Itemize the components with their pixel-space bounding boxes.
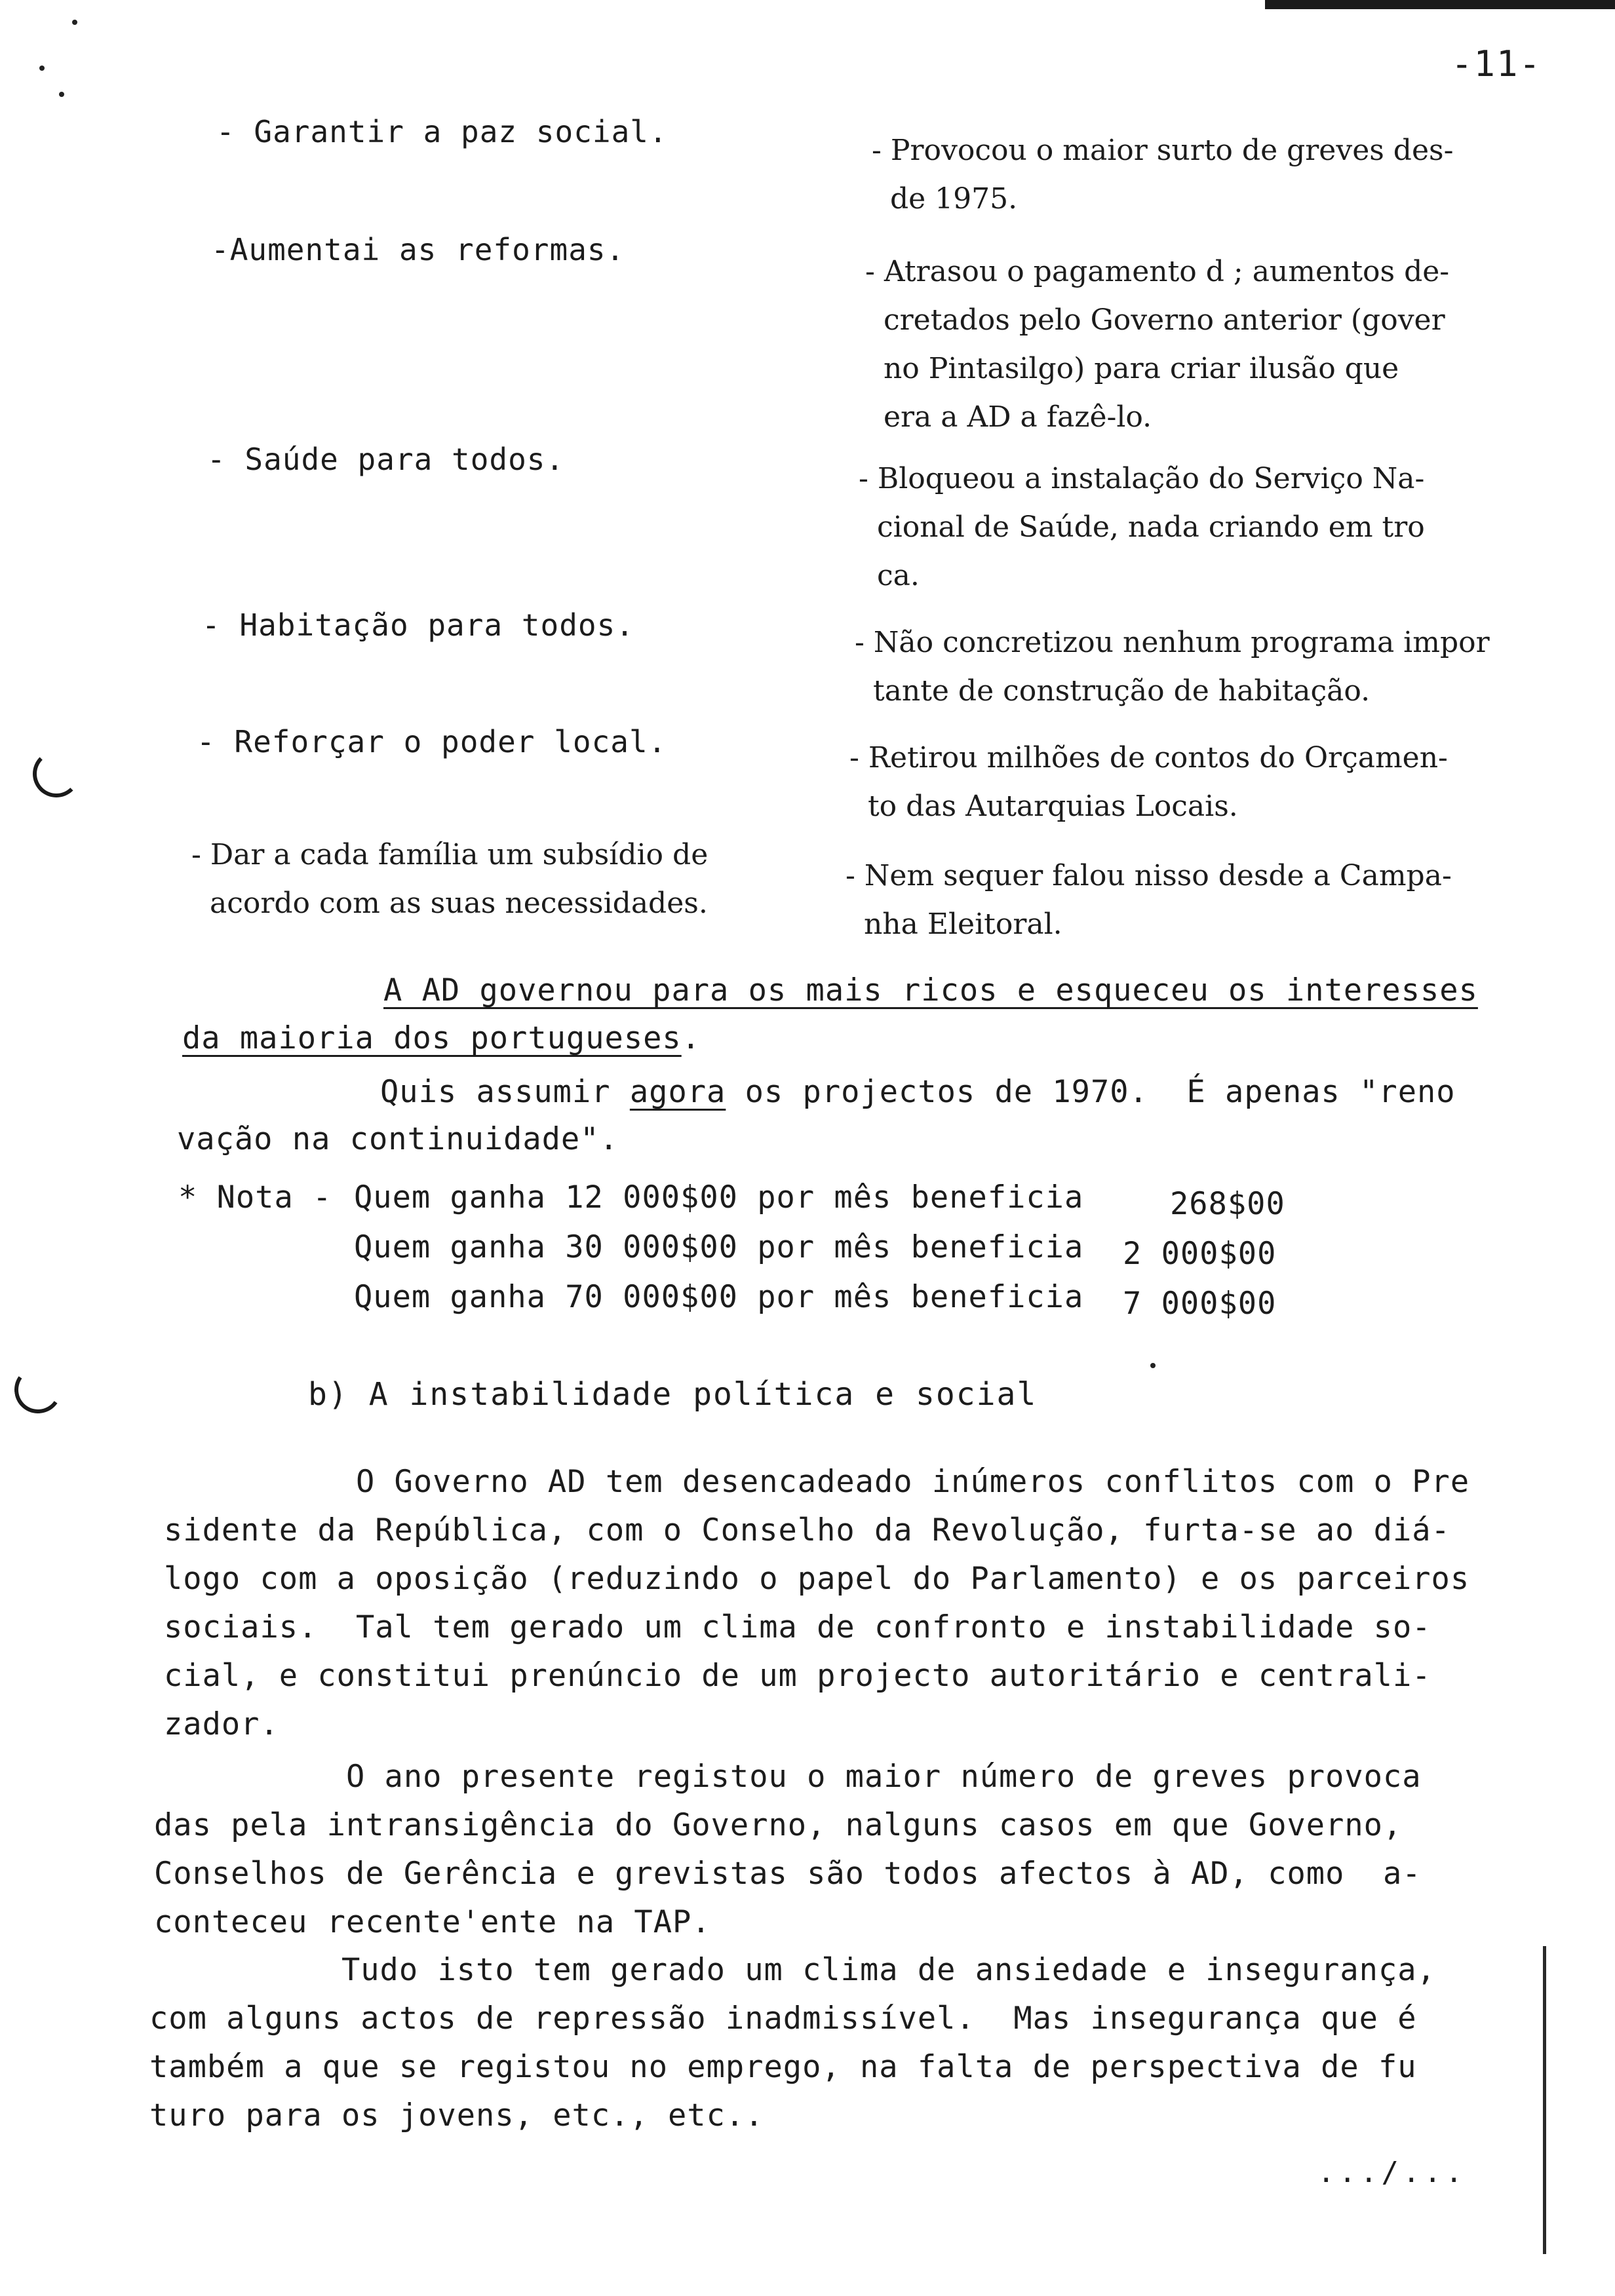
section-heading: b) A instabilidade política e social (308, 1376, 1038, 1413)
body-paragraph: O ano presente registou o maior número de greves provoca das pela intransigência do Governo, nalguns casos em que Governo, Conselhos de Gerência e grevistas são todos afectos à AD, como a- conteceu recente'ente na TAP. (154, 1759, 1422, 1940)
projects-line: vação na continuidade". (177, 1121, 619, 1157)
note-row: Quem ganha 70 000$00 por mês beneficia (354, 1279, 1084, 1315)
note-row: Quem ganha 30 000$00 por mês beneficia (354, 1229, 1084, 1265)
projects-line: Quis assumir agora os projectos de 1970. É apenas "reno (380, 1074, 1456, 1110)
outcome-item: - Atrasou o pagamento d ; aumentos de- cretados pelo Governo anterior (gover no Pintasilgo) para criar ilusão que era a AD a fazê-lo. (865, 255, 1450, 434)
promise-item: - Dar a cada família um subsídio de acordo com as suas necessidades. (191, 838, 709, 920)
promise-item: -Aumentai as reformas. (211, 232, 625, 267)
outcome-item: - Nem sequer falou nisso desde a Campa- nha Eleitoral. (846, 859, 1452, 941)
scan-edge-line (1543, 1946, 1546, 2254)
note-value: 7 000$00 (1123, 1286, 1277, 1322)
speck (1150, 1363, 1156, 1368)
outcome-item: - Provocou o maior surto de greves des- de 1975. (872, 134, 1454, 216)
note-value: 2 000$00 (1123, 1236, 1277, 1272)
page-number: -11- (1451, 43, 1542, 85)
promise-item: - Habitação para todos. (202, 607, 634, 643)
continuation-mark: .../... (1317, 2156, 1467, 2189)
outcome-item: - Bloqueou a instalação do Serviço Na- cional de Saúde, nada criando em tro ca. (859, 462, 1425, 592)
punch-hole-mark (10, 1362, 65, 1417)
note-value: 268$00 (1170, 1186, 1285, 1222)
promise-item: - Garantir a paz social. (216, 114, 668, 149)
speck (39, 66, 45, 71)
scan-edge-bar (1265, 0, 1615, 9)
punch-hole-mark (33, 750, 80, 797)
body-paragraph: Tudo isto tem gerado um clima de ansiedade e insegurança, com alguns actos de repressão inadmissível. Mas insegurança que é também a que se registou no emprego, na falta de perspectiva de fu turo para os jovens, etc., etc.. (149, 1952, 1436, 2133)
speck (72, 20, 77, 25)
outcome-item: - Retirou milhões de contos do Orçamen- to das Autarquias Locais. (849, 741, 1448, 823)
promise-item: - Saúde para todos. (207, 442, 565, 477)
speck (59, 92, 64, 97)
promise-item: - Reforçar o poder local. (197, 724, 667, 759)
note-row: Quem ganha 12 000$00 por mês beneficia (354, 1179, 1084, 1215)
summary-line: A AD governou para os mais ricos e esqueceu os interesses (383, 972, 1478, 1008)
note-label: * Nota - (178, 1179, 332, 1215)
summary-line: da maioria dos portugueses. (182, 1020, 701, 1056)
body-paragraph: O Governo AD tem desencadeado inúmeros conflitos com o Pre sidente da República, com o Conselho da Revolução, furta-se ao diá- logo com a oposição (reduzindo o papel do Parlamento) e os parceiros sociais. Tal tem gerado um clima de confronto e instabilidade so- cial, e constitui prenúncio de um projecto autoritário e centrali- zador. (164, 1464, 1470, 1742)
outcome-item: - Não concretizou nenhum programa impor tante de construção de habitação. (855, 626, 1490, 708)
